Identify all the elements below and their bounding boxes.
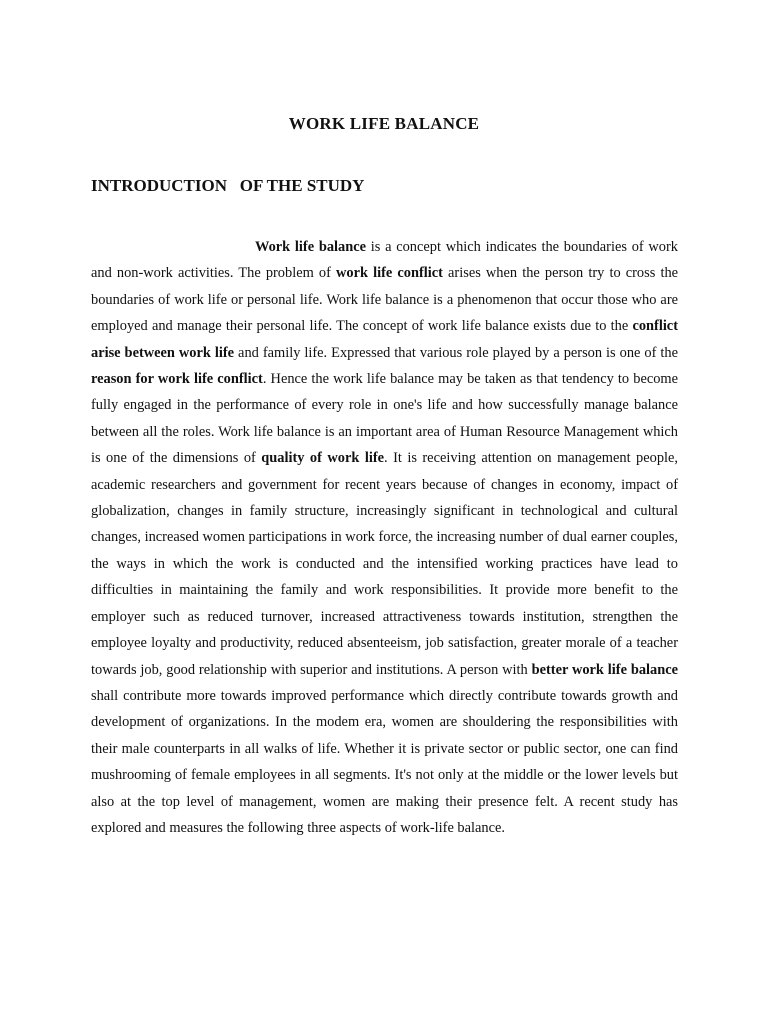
text-run: arises when the person try to cross the boundaries of work life or personal life. Work life balance is a phenomenon that occur those who are employed and manage their personal life. The concept of work life balance exists due to the [91,265,679,335]
text-run-bold: quality of work life [261,450,385,467]
section-heading: INTRODUCTION OF THE STUDY [91,176,365,195]
text-run-bold: work life conflict [336,265,443,282]
text-run-bold: better work life balance [531,661,678,678]
text-run: and family life. Expressed that various role played by a person is one of the [234,344,678,361]
text-run-bold: conflict arise between work life [91,318,678,361]
document-title: WORK LIFE BALANCE [288,114,480,133]
body-paragraph [91,234,678,841]
text-run: shall contribute more towards improved performance which directly contribute towards growth and development of organizations. In the modem era, women are shouldering the responsibilities with their male counterparts in all walks of life. Whether it is private sector or public sector, one can find mushrooming of female employees in all segments. It's not only at the middle or the lower levels but also at the top level of management, women are making their presence felt. A recent study has explored and measures the following three aspects of work-life balance. [91,687,678,836]
text-run: is a concept which indicates the boundaries of work and non-work activities. The problem of [91,239,678,282]
text-run: . It is receiving attention on management people, academic researchers and government for recent years because of changes in economy, impact of globalization, changes in family structure, increasingly significant in technological and cultural changes, increased women participations in work force, the increasing number of dual earner couples, the ways in which the work is conducted and the intensified working practices have lead to difficulties in maintaining the family and work responsibilities. It provide more benefit to the employer such as reduced turnover, increased attractiveness towards institution, strengthen the employee loyalty and productivity, reduced absenteeism, job satisfaction, greater morale of a teacher towards job, good relationship with superior and institutions. A person with [91,450,679,678]
text-run-bold: reason for work life conflict [91,371,263,388]
text-run-bold: Work life balance [255,239,367,255]
text-run: . Hence the work life balance may be taken as that tendency to become fully engaged in the performance of every role in one's life and how successfully manage balance between all the roles. Work life balance is an important area of Human Resource Management which is one of the dimensions of [91,371,678,467]
